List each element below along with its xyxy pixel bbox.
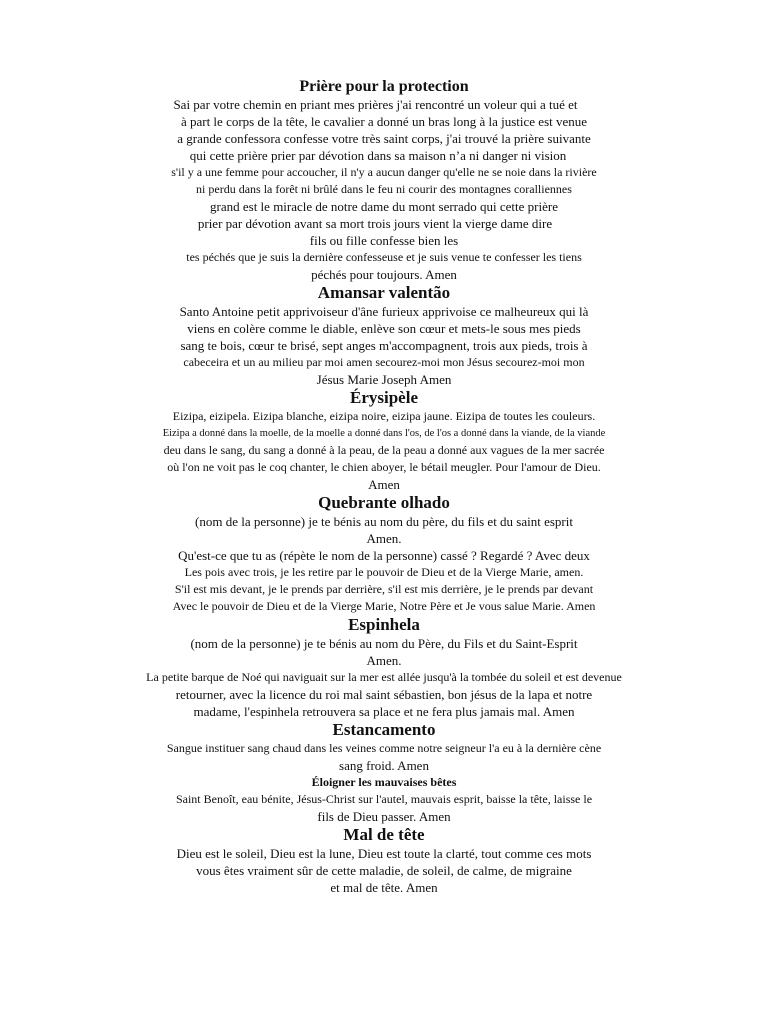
text-line: (nom de la personne) je te bénis au nom du père, du fils et du saint esprit — [195, 514, 573, 529]
text-line: à part le corps de la tête, le cavalier a donné un bras long à la justice est venue — [180, 114, 588, 129]
text-line: sang te bois, cœur te brisé, sept anges m'accompagnent, trois aux pieds, trois à — [180, 338, 588, 353]
text-line: Dieu est le soleil, Dieu est la lune, Dieu est toute la clarté, tout comme ces mots — [176, 846, 592, 861]
text-line: prier par dévotion avant sa mort trois jours vient la vierge dame dire — [197, 216, 553, 231]
text-line: fils de Dieu passer. Amen — [317, 809, 451, 824]
section-title-amansar: Amansar valentão — [317, 283, 451, 302]
text-line: (nom de la personne) je te bénis au nom du Père, du Fils et du Saint-Esprit — [190, 636, 578, 651]
section-title-eloigner: Éloigner les mauvaises bêtes — [311, 775, 457, 789]
text-line: La petite barque de Noé qui naviguait sur la mer est allée jusqu'à la tombée du soleil et est devenue — [146, 670, 622, 684]
text-line: et mal de tête. Amen — [330, 880, 438, 895]
text-line: péchés pour toujours. Amen — [311, 267, 457, 282]
section-title-estancamento: Estancamento — [332, 720, 436, 739]
text-line: Les pois avec trois, je les retire par le pouvoir de Dieu et de la Vierge Marie, amen. — [184, 565, 584, 579]
section-title-protection: Prière pour la protection — [299, 78, 469, 95]
text-line: vous êtes vraiment sûr de cette maladie, de soleil, de calme, de migraine — [196, 863, 572, 878]
text-line: S'il est mis devant, je le prends par derrière, s'il est mis derrière, je le prends par devant — [174, 582, 594, 596]
section-title-mal-de-tete: Mal de tête — [343, 825, 425, 844]
text-line: fils ou fille confesse bien les — [309, 233, 459, 248]
text-line: s'il y a une femme pour accoucher, il n'y a aucun danger qu'elle ne se noie dans la rivière — [171, 165, 597, 179]
text-line: deu dans le sang, du sang a donné à la peau, de la peau a donné aux vagues de la mer sacrée — [163, 443, 605, 457]
text-line: sang froid. Amen — [339, 758, 429, 773]
section-title-espinhela: Espinhela — [348, 615, 420, 634]
document-page — [0, 78, 768, 896]
text-line: Eizipa a donné dans la moelle, de la moelle a donné dans l'os, de l'os a donné dans la viande, de la viande — [162, 428, 606, 439]
text-line: Qu'est-ce que tu as (répète le nom de la personne) cassé ? Regardé ? Avec deux — [178, 548, 590, 563]
text-line: Sai par votre chemin en priant mes prières j'ai rencontré un voleur qui a tué et — [173, 97, 578, 112]
text-line: grand est le miracle de notre dame du mont serrado qui cette prière — [210, 199, 558, 214]
text-line: madame, l'espinhela retrouvera sa place et ne fera plus jamais mal. Amen — [193, 704, 575, 719]
section-title-erysipele: Érysipèle — [350, 388, 418, 407]
text-line: ni perdu dans la forêt ni brûlé dans le feu ni courir des montagnes coralliennes — [196, 182, 572, 196]
text-line: qui cette prière prier par dévotion dans sa maison n’a ni danger ni vision — [189, 148, 567, 163]
section-title-quebrante: Quebrante olhado — [318, 493, 450, 512]
text-line: tes péchés que je suis la dernière confesseuse et je suis venue te confesser les tiens — [186, 250, 582, 264]
text-line: cabeceira et un au milieu par moi amen secourez-moi mon Jésus secourez-moi mon — [183, 355, 585, 369]
text-line: Avec le pouvoir de Dieu et de la Vierge Marie, Notre Père et Je vous salue Marie. Amen — [172, 599, 596, 613]
text-line: Jésus Marie Joseph Amen — [316, 372, 452, 387]
text-line: Amen. — [366, 653, 402, 668]
text-line: où l'on ne voit pas le coq chanter, le chien aboyer, le bétail meugler. Pour l'amour de Dieu. — [167, 460, 601, 474]
text-line: Sangue instituer sang chaud dans les veines comme notre seigneur l'a eu à la dernière cène — [166, 741, 602, 755]
text-line: a grande confessora confesse votre très saint corps, j'ai trouvé la prière suivante — [177, 131, 591, 146]
text-line: Eizipa, eizipela. Eizipa blanche, eizipa noire, eizipa jaune. Eizipa de toutes les couleurs. — [172, 409, 596, 423]
text-line: viens en colère comme le diable, enlève son cœur et mets-le sous mes pieds — [187, 321, 581, 336]
text-line: Santo Antoine petit apprivoiseur d'âne furieux apprivoise ce malheureux qui là — [179, 304, 589, 319]
text-line: Amen — [368, 477, 400, 492]
text-line: Amen. — [366, 531, 402, 546]
text-line: Saint Benoît, eau bénite, Jésus-Christ sur l'autel, mauvais esprit, baisse la tête, laisse le — [175, 792, 593, 806]
text-line: retourner, avec la licence du roi mal saint sébastien, bon jésus de la lapa et notre — [175, 687, 593, 702]
